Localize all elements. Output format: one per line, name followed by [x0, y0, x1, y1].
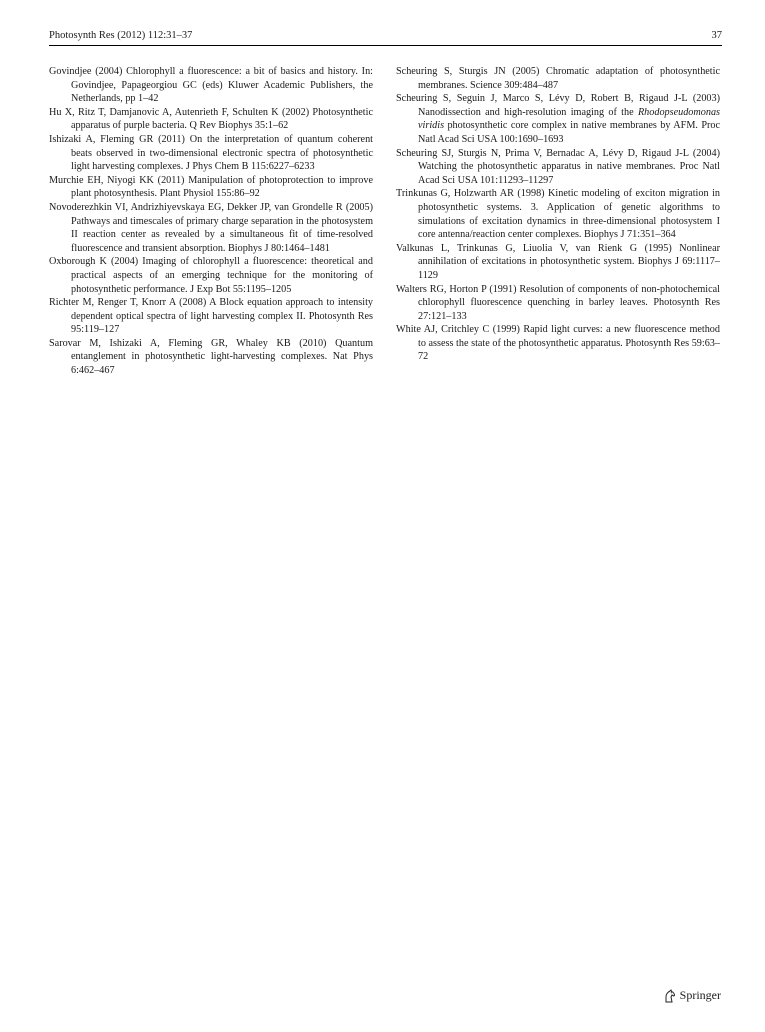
reference-entry	[396, 242, 720, 283]
reference-entry	[49, 255, 373, 296]
reference-text: Ishizaki A, Fleming GR (2011) On the interpretation of quantum coherent beats observed in two-dimensional electronic spectra of photosynthetic light harvesting complexes. J Phys Chem B 115:6227–6233	[49, 133, 373, 173]
reference-entry	[396, 147, 720, 188]
reference-text: Valkunas L, Trinkunas G, Liuolia V, van Rienk G (1995) Nonlinear annihilation of excitations in photosynthetic system. Biophys J 69:1117–1129	[396, 242, 720, 281]
reference-text: Trinkunas G, Holzwarth AR (1998) Kinetic modeling of exciton migration in photosynthetic systems. 3. Application of genetic algorithms to simulations of excitation dynamics in three-dimensional photosystem I core antenna/reaction center complexes. Biophys J 71:351–364	[396, 188, 720, 241]
reference-text: White AJ, Critchley C (1999) Rapid light curves: a new fluorescence method to assess the state of the photosynthetic apparatus. Photosynth Res 59:63–72	[396, 324, 720, 363]
references-left-column	[49, 65, 373, 378]
reference-entry	[49, 174, 373, 201]
species-name-italic: Rhodopseudomonas viridis	[418, 106, 720, 132]
springer-horse-icon	[663, 989, 677, 1003]
publisher-footer	[663, 988, 721, 1003]
reference-text: Sarovar M, Ishizaki A, Fleming GR, Whaley KB (2010) Quantum entanglement in photosynthetic light-harvesting complexes. Nat Phys 6:462–467	[49, 337, 373, 377]
reference-entry	[49, 133, 373, 174]
running-header	[49, 27, 722, 46]
references-right-column	[396, 65, 720, 364]
reference-text: Hu X, Ritz T, Damjanovic A, Autenrieth F, Schulten K (2002) Photosynthetic apparatus of purple bacteria. Q Rev Biophys 35:1–62	[49, 106, 373, 132]
reference-entry	[49, 201, 373, 255]
reference-entry	[49, 106, 373, 133]
reference-text-continued: photosynthetic core complex in native membranes by AFM. Proc Natl Acad Sci USA 100:1690–1693	[418, 120, 720, 145]
reference-entry	[49, 337, 373, 378]
reference-text: Richter M, Renger T, Knorr A (2008) A Block equation approach to intensity dependent optical spectra of light harvesting complex II. Photosynth Res 95:119–127	[49, 297, 373, 336]
reference-entry	[49, 296, 373, 337]
reference-entry	[396, 65, 720, 92]
reference-text: Scheuring SJ, Sturgis N, Prima V, Bernadac A, Lévy D, Rigaud J-L (2004) Watching the photosynthetic apparatus in native membranes. Proc Natl Acad Sci USA 101:11293–11297	[396, 147, 720, 186]
reference-text: Scheuring S, Seguin J, Marco S, Lévy D, Robert B, Rigaud J-L (2003) Nanodissection and high-resolution imaging of the	[396, 93, 720, 118]
reference-text: Govindjee (2004) Chlorophyll a fluorescence: a bit of basics and history. In: Govindjee, Papageorgiou GC (eds) Kluwer Academic Publishers, the Netherlands, pp 1–42	[49, 66, 373, 105]
page-number: 37	[711, 30, 722, 41]
reference-text: Walters RG, Horton P (1991) Resolution of components of non-photochemical chlorophyll fluorescence quenching in barley leaves. Photosynth Res 27:121–133	[396, 283, 720, 322]
reference-entry	[396, 283, 720, 324]
reference-text: Novoderezhkin VI, Andrizhiyevskaya EG, Dekker JP, van Grondelle R (2005) Pathways and timescales of primary charge separation in the photosystem II reaction center as revealed by a simultaneous fit of time-resolved fluorescence and transient absorption. Biophys J 80:1464–1481	[49, 201, 373, 254]
reference-text: Murchie EH, Niyogi KK (2011) Manipulation of photoprotection to improve plant photosynthesis. Plant Physiol 155:86–92	[49, 174, 373, 200]
reference-entry	[396, 187, 720, 241]
reference-entry	[49, 65, 373, 106]
publisher-name: Springer	[679, 988, 721, 1002]
reference-text: Scheuring S, Sturgis JN (2005) Chromatic adaptation of photosynthetic membranes. Science 309:484–487	[396, 66, 720, 91]
reference-entry	[396, 323, 720, 364]
reference-text: Oxborough K (2004) Imaging of chlorophyll a fluorescence: theoretical and practical aspects of an emerging technique for the monitoring of photosynthetic performance. J Exp Bot 55:1195–1205	[49, 256, 373, 295]
journal-citation: Photosynth Res (2012) 112:31–37	[49, 30, 193, 41]
reference-entry	[396, 92, 720, 146]
